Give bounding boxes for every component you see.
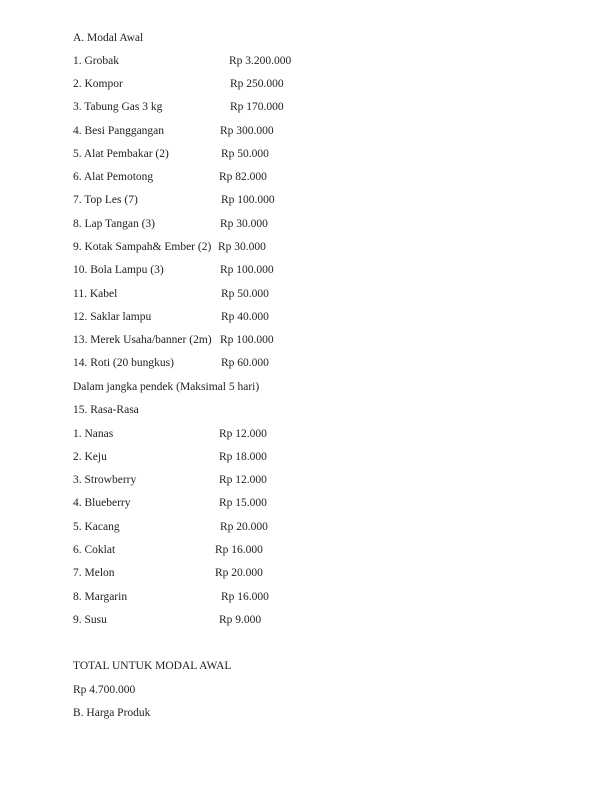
flavor-price: Rp 16.000 — [221, 591, 269, 603]
flavor-label: 4. Blueberry — [73, 497, 131, 509]
flavor-label: 7. Melon — [73, 567, 115, 579]
item-label: 7. Top Les (7) — [73, 194, 138, 206]
item-price: Rp 300.000 — [220, 125, 274, 137]
flavor-label: 8. Margarin — [73, 591, 128, 603]
section-b-heading: B. Harga Produk — [73, 707, 151, 719]
item-price: Rp 50.000 — [221, 148, 269, 160]
flavor-label: 6. Coklat — [73, 544, 116, 556]
item-price: Rp 30.000 — [218, 241, 266, 253]
flavor-price: Rp 20.000 — [220, 521, 268, 533]
item-price: Rp 50.000 — [221, 288, 269, 300]
flavors-heading: 15. Rasa-Rasa — [73, 404, 139, 416]
item-label: 11. Kabel — [73, 288, 118, 300]
total-label: TOTAL UNTUK MODAL AWAL — [73, 660, 232, 672]
item-label: 5. Alat Pembakar (2) — [73, 148, 169, 160]
item-label: 3. Tabung Gas 3 kg — [73, 101, 163, 113]
flavor-price: Rp 15.000 — [219, 497, 267, 509]
item-price: Rp 30.000 — [220, 218, 268, 230]
item-price: Rp 100.000 — [221, 194, 275, 206]
flavor-price: Rp 20.000 — [215, 567, 263, 579]
flavor-label: 1. Nanas — [73, 428, 114, 440]
item-price: Rp 100.000 — [220, 334, 274, 346]
item-price: Rp 170.000 — [230, 101, 284, 113]
item-price: Rp 250.000 — [230, 78, 284, 90]
item-label: 14. Roti (20 bungkus) — [73, 357, 174, 369]
flavor-label: 2. Keju — [73, 451, 107, 463]
item-label: 10. Bola Lampu (3) — [73, 264, 164, 276]
item-label: 8. Lap Tangan (3) — [73, 218, 156, 230]
item-label: 12. Saklar lampu — [73, 311, 152, 323]
item-label: 6. Alat Pemotong — [73, 171, 154, 183]
section-a-heading: A. Modal Awal — [73, 32, 144, 44]
item-price: Rp 3.200.000 — [229, 55, 292, 67]
item-price: Rp 60.000 — [221, 357, 269, 369]
item-label: 2. Kompor — [73, 78, 123, 90]
item-price: Rp 100.000 — [220, 264, 274, 276]
flavor-price: Rp 9.000 — [219, 614, 262, 626]
item-price: Rp 40.000 — [221, 311, 269, 323]
item-label: 9. Kotak Sampah& Ember (2) — [73, 241, 212, 253]
item-label: 13. Merek Usaha/banner (2m) — [73, 334, 212, 346]
short-term-note: Dalam jangka pendek (Maksimal 5 hari) — [73, 381, 260, 393]
item-label: 1. Grobak — [73, 55, 119, 67]
flavor-price: Rp 16.000 — [215, 544, 263, 556]
flavor-price: Rp 12.000 — [219, 428, 267, 440]
flavor-label: 5. Kacang — [73, 521, 120, 533]
flavor-label: 3. Strowberry — [73, 474, 137, 486]
total-value: Rp 4.700.000 — [73, 684, 136, 696]
item-label: 4. Besi Panggangan — [73, 125, 165, 137]
flavor-label: 9. Susu — [73, 614, 107, 626]
item-price: Rp 82.000 — [219, 171, 267, 183]
flavor-price: Rp 12.000 — [219, 474, 267, 486]
flavor-price: Rp 18.000 — [219, 451, 267, 463]
